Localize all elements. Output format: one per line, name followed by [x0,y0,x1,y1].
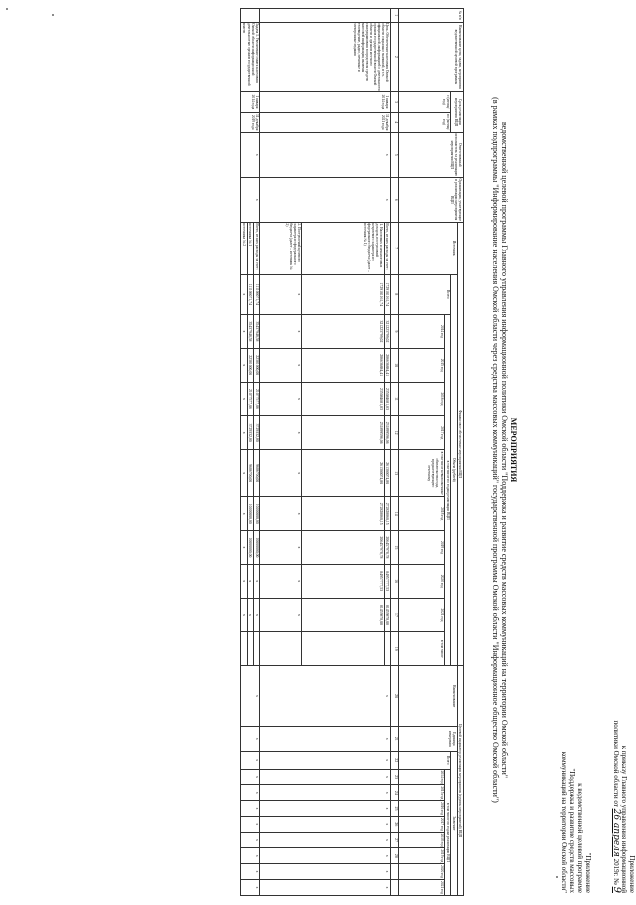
task-y2020: x [254,564,260,598]
goal-y2017-sub: 261300074,80 [384,450,390,497]
column-number: 5 [390,132,398,177]
task-s2-y2015: x [241,348,247,382]
goal-s2-y2019: x [260,531,302,565]
header-vy: 2014 год [399,769,445,785]
goal-ind-name: x [260,666,391,727]
column-number: 2 [390,22,398,92]
task-s2-y2017-sub: x [241,450,247,497]
document-title [491,40,518,860]
column-number: 1 [390,9,398,23]
goal-from: 1 января 2014 года [260,92,391,112]
header-value: Значение [451,751,457,895]
goal-name: Цель. Обеспечение населения Омской области социально значимой, в т.ч. официальной, информацией о деятельности органов государственной власти Омской области и органов местного самоуправления посредством средств массовой информации, включая телевидение, радио, печатные и электронные издания [260,22,391,92]
goal-val: x [260,864,391,880]
task-unit: x [241,726,260,751]
task-s2-y2018: x [241,497,247,531]
task-s2-total: x [241,274,247,315]
task-s1-y2021: x [247,598,253,632]
header-y2019: 2019 год [399,531,445,565]
goal-s1-y2017: 231899596,06 [302,416,384,450]
title-line: (в рамках подпрограммы "Информирование населения Омской области через средства массовых коммуникаций" государственной программы Омской области "Информационное общество Омской области") [491,97,500,803]
row-no [260,9,391,23]
task-s2-y2017: x [241,416,247,450]
task-s1-y2020: x [247,564,253,598]
goal-source-total: Всего, из них расходы за счет: [384,222,390,274]
task-y2016: 21077577,06 [254,382,260,416]
column-number-blank [390,879,398,895]
task-ind-name: x [241,666,260,727]
task-s1-y2016: 21077577,06 [247,382,253,416]
column-number: 6 [390,177,398,222]
goal-y2016: 235084681,83 [384,382,390,416]
header-vy: 2017 год [399,816,445,832]
column-number: 8 [390,274,398,315]
goal-s1-y2018: 272828860,15 [302,497,384,531]
header-y2015: 2015 год [399,348,445,382]
task-val: x [241,769,260,785]
column-number-row [390,9,398,896]
task-participants: x [241,177,260,222]
goal-extra [384,632,390,666]
task-y2021: x [254,598,260,632]
goal-s1-y2015: 286636884,41 [302,348,384,382]
task-val-total: x [241,751,260,769]
column-number: 27 [390,832,398,848]
column-number: 16 [390,564,398,598]
task-s1-y2017: 3729332,80 [247,416,253,450]
column-number: 20 [390,666,398,727]
task-val: x [241,816,260,832]
task-total: 111106071,74 [254,274,260,315]
task-val: x [241,832,260,848]
appendix-line: "Приложение [584,852,592,893]
goal-s1-y2021: 81459878,08 [302,598,384,632]
header-y2018: 2018 год [399,497,445,531]
column-number: 3 [390,92,398,112]
goal-source2: 2. Поступлений целевого характера из федерального бюджета (далее – источник № 2) [260,222,302,274]
task-to: 31 декабря 2019 года [241,112,260,132]
goal-val: x [260,848,391,864]
header-vy: 2021 год [399,879,445,895]
task-s1-extra [247,632,253,666]
task-y2017-sub: 9686700,00 [254,450,260,497]
appendix-block-2 [560,653,592,893]
task-y2019: 10000000,00 [254,531,260,565]
header-y2014: 2014 год [399,315,445,349]
appendix-year-no: 2019г. № [612,858,620,885]
goal-s2-y2015: x [260,348,302,382]
header-y2021: 2021 год [399,598,445,632]
header-period: Срок реализации мероприятия ВЦП [451,92,464,133]
task-s1-total: 111106071,74 [247,274,253,315]
goal-s2-y2014: x [260,315,302,349]
goal-total: 1729101161,74 [384,274,390,315]
task-y2018: 10100000,00 [254,497,260,531]
column-number: 23 [390,769,398,785]
column-number: 9 [390,315,398,349]
task-s1-y2015: 22381000,00 [247,348,253,382]
header-name: Наименование цели, задачи, мероприятия ведомственной целевой программы [399,22,464,92]
goal-s2-y2016: x [260,382,302,416]
task-responsible: x [241,132,260,177]
goal-val-total: x [260,751,391,769]
header-to: по (месяц/ год) [399,112,451,132]
task-val: x [241,848,260,864]
goal-source1: 1. Налоговых и неналоговых доходов, поступлений нецелевого характера из федерального бюджета (далее – источник № 1) [302,222,384,274]
column-number: 13 [390,450,398,497]
task-name: Задача 1. Увеличение охвата населения Омской области информационной деятельностью органов государственной власти [241,22,260,92]
column-number: 22 [390,751,398,769]
header-volume: Объем (рублей) [451,274,457,666]
column-number: 17 [390,598,398,632]
appendix-block [612,653,636,893]
header-source: Источник [399,222,458,274]
row-no [241,9,260,23]
column-number: 14 [390,497,398,531]
goal-s2-y2017: x [260,416,302,450]
goal-y2017: 231899596,06 [384,416,390,450]
title-line: ведомственной целевой программы Главного управления информационной политики Омской области "Поддержка и развитие средств массовых коммуникаций на территории Омской области" [500,121,509,779]
goal-to: 31 декабря 2021 года [260,112,391,132]
goal-s2-total: x [260,274,302,315]
task-y2015: 22381000,00 [254,348,260,382]
goal-val: x [260,801,391,817]
appendix-line: "Поддержка и развитие средств массовых [568,768,576,893]
task-s2-y2016: x [241,382,247,416]
appendix-line [612,653,620,893]
goal-y2014: 321223799,02 [384,315,390,349]
header-val-total: Всего [399,751,451,769]
column-number: 28 [390,848,398,864]
goal-s2-y2020: x [260,564,302,598]
header-vy: 2020 год [399,864,445,880]
task-val: x [241,785,260,801]
column-number: 26 [390,816,398,832]
task-s1-y2019: 10000000,00 [247,531,253,565]
task-s2-y2014: x [241,315,247,349]
header-responsible: Ответственный исполнитель за реализацию мероприятия ВЦП [399,132,464,177]
appendix-line: Приложение [628,855,636,893]
header-y2016: 2016 год [399,382,445,416]
task-extra [254,632,260,666]
header-unit: Единица измерения [399,726,458,751]
goal-s2-y2018: x [260,497,302,531]
appendix-line: коммуникаций на территории Омской области" [560,751,568,893]
task-s1-y2018: 10100000,00 [247,497,253,531]
column-number: 15 [390,531,398,565]
header-vy: 2016 год [399,801,445,817]
appendix-line: к ведомственной целевой программе [576,783,584,893]
column-number: 10 [390,348,398,382]
goal-unit: x [260,726,391,751]
task-from: 1 января 2014 года [241,92,260,112]
task-val: x [241,864,260,880]
column-number: 25 [390,801,398,817]
header-y2017-alt: в том числе [399,632,445,666]
task-s2-y2020: x [241,564,247,598]
goal-y2015: 286636884,41 [384,348,390,382]
table-row-goal [384,9,390,896]
header-indicator: Целевой индикатор реализации мероприятия (группы мероприятий) ВЦП [457,666,463,896]
appendix-date-prefix: политики Омской области от [612,720,620,807]
header-from: с (месяц/ год) [399,92,451,112]
goal-s1-y2016: 235084681,83 [302,382,384,416]
task-source2: источника № 2 [241,222,247,274]
column-number: 11 [390,382,398,416]
goal-s1-y2014: 321223799,02 [302,315,384,349]
goal-s1-y2020: 84957777,53 [302,564,384,598]
goal-s1-extra [302,632,384,666]
appendix-line: к приказу Главного управления информационной [620,745,628,893]
goal-val: x [260,785,391,801]
task-val: x [241,801,260,817]
header-no: № п/п [399,9,464,23]
goal-s1-total: 1729101161,74 [302,274,384,315]
task-source1: источника № 1 [247,222,253,274]
task-s2-y2019: x [241,531,247,565]
goal-val: x [260,832,391,848]
goal-y2019: 206457978,78 [384,531,390,565]
table-row-task [254,9,260,896]
task-s1-y2014: 35437948,58 [247,315,253,349]
task-s1-y2017-sub: 9686700,00 [247,450,253,497]
goal-s2-y2017-sub: x [260,450,302,497]
header-participants: Организации, участвующие в реализации мероприятия ВЦП [399,177,464,222]
header-row [457,9,463,896]
column-number-blank [390,864,398,880]
header-vy: 2015 год [399,785,445,801]
task-s2-extra [241,632,247,666]
handwritten-number: 9 [611,886,622,893]
goal-y2021: 81459878,08 [384,598,390,632]
column-number: 21 [390,726,398,751]
task-val: x [241,879,260,895]
goal-responsible: x [260,132,391,177]
goal-y2018: 272828860,15 [384,497,390,531]
task-s2-y2021: x [241,598,247,632]
goal-val: x [260,879,391,895]
goal-participants: x [260,177,391,222]
goal-val: x [260,816,391,832]
column-number: 24 [390,785,398,801]
column-number: 19 [390,632,398,666]
task-source-total: Всего, из них расходы за счет: [254,222,260,274]
goal-y2020: 84957777,53 [384,564,390,598]
header-vy: 2019 год [399,848,445,864]
goal-s2-extra [260,632,302,666]
header-vy: 2018 год [399,832,445,848]
task-y2017: 3729332,80 [254,416,260,450]
header-y2020: 2020 год [399,564,445,598]
header-finance: Финансовое обеспечение мероприятия ВЦП [457,222,463,665]
title-heading: МЕРОПРИЯТИЯ [509,417,518,483]
column-number: 4 [390,112,398,132]
column-number: 7 [390,222,398,274]
header-total: Всего [399,274,451,315]
header-y2017-sub: в том числе невыполненные обязательства года, предшествующего отчетному [399,450,445,497]
header-by-years: в том числе по годам реализации ВЦП [445,315,451,666]
goal-s2-y2021: x [260,598,302,632]
task-y2014: 35437948,58 [254,315,260,349]
header-y2017: 2017 год [399,416,445,450]
header-val-years: в том числе по годам реализации ВЦП [445,769,451,895]
handwritten-date: 26 апреля [611,808,621,857]
column-number: 12 [390,416,398,450]
goal-s1-y2017-sub: 261300074,80 [302,450,384,497]
goal-s1-y2019: 206457978,78 [302,531,384,565]
goal-val: x [260,769,391,785]
activities-table [240,8,464,896]
header-ind-name: Наименование [399,666,458,727]
